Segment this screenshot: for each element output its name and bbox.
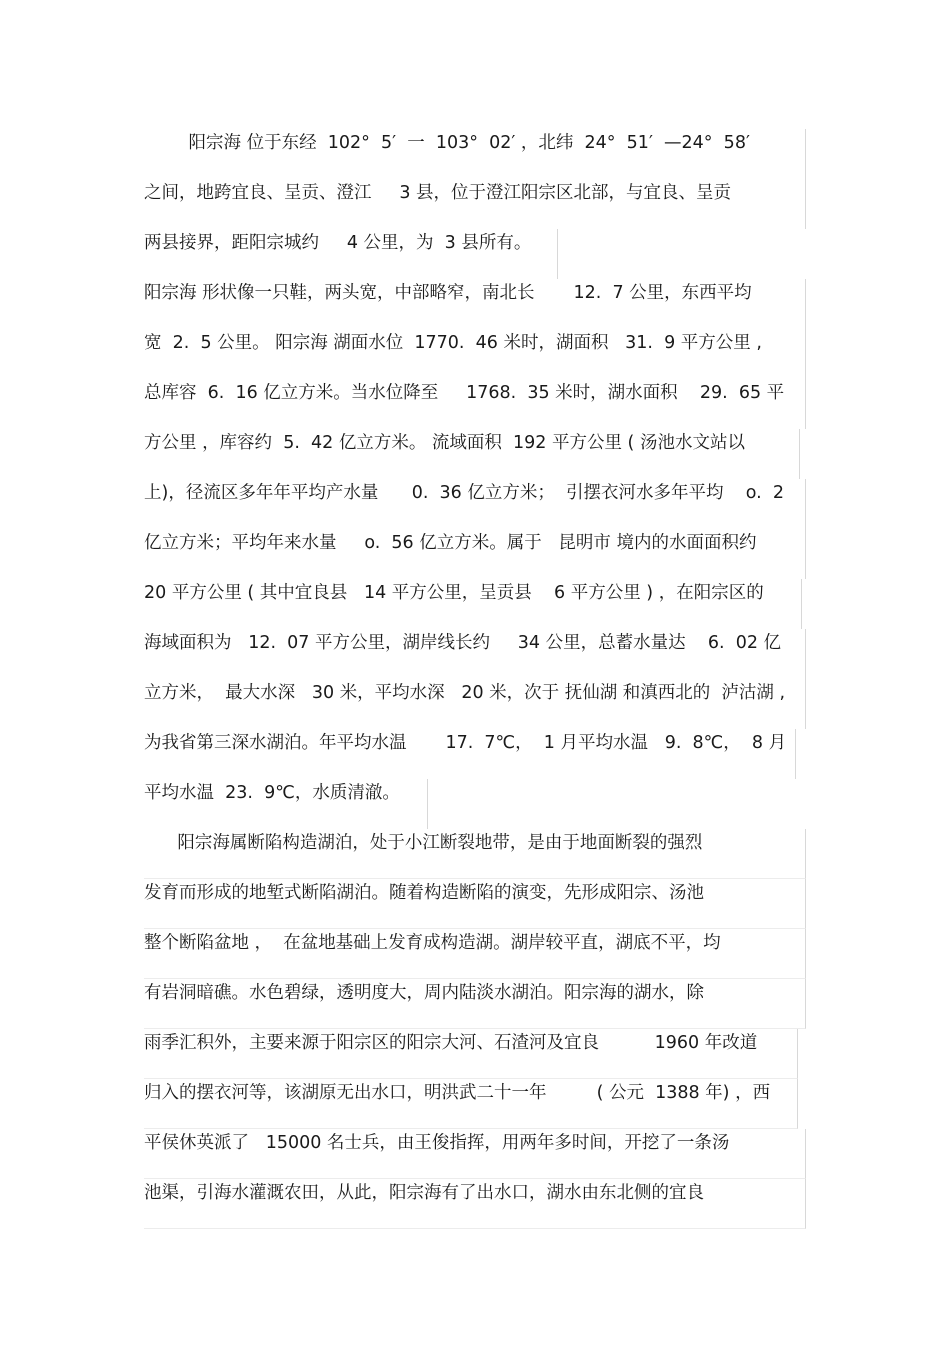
text-line-19: 雨季汇积外，主要来源于阳宗区的阳宗大河、石渣河及宜良 1960 年改道 xyxy=(144,1029,798,1079)
text-line-12: 立方米， 最大水深 30 米，平均水深 20 米，次于 抚仙湖 和滇西北的 泸沽湖 , xyxy=(144,679,806,729)
text-line-17: 整个断陷盆地 ， 在盆地基础上发育成构造湖。湖岸较平直，湖底不平，均 xyxy=(144,929,806,979)
text-line-13: 为我省第三深水湖泊。年平均水温 17. 7℃， 1 月平均水温 9. 8℃， 8 月 xyxy=(144,729,796,779)
text-line-3: 两县接界，距阳宗城约 4 公里，为 3 县所有。 xyxy=(144,229,558,279)
text-line-15: 阳宗海属断陷构造湖泊，处于小江断裂地带，是由于地面断裂的强烈 xyxy=(144,829,806,879)
text-line-5: 宽 2. 5 公里。 阳宗海 湖面水位 1770. 46 米时，湖面积 31. 9 平方公里 , xyxy=(144,329,806,379)
text-line-20: 归入的摆衣河等，该湖原无出水口，明洪武二十一年 ( 公元 1388 年) ，西 xyxy=(144,1079,798,1129)
text-line-18: 有岩洞暗礁。水色碧绿，透明度大，周内陆淡水湖泊。阳宗海的湖水，除 xyxy=(144,979,806,1029)
text-line-16: 发育而形成的地堑式断陷湖泊。随着构造断陷的演变，先形成阳宗、汤池 xyxy=(144,879,806,929)
text-line-14: 平均水温 23. 9℃，水质清澈。 xyxy=(144,779,428,829)
text-line-6: 总库容 6. 16 亿立方米。当水位降至 1768. 35 米时，湖水面积 29. 65 平 xyxy=(144,379,806,429)
text-line-4: 阳宗海 形状像一只鞋，两头宽，中部略窄，南北长 12. 7 公里，东西平均 xyxy=(144,279,806,329)
text-line-10: 20 平方公里 ( 其中宜良县 14 平方公里，呈贡县 6 平方公里 ) ，在阳宗区的 xyxy=(144,579,802,629)
text-line-7: 方公里 ，库容约 5. 42 亿立方米。 流域面积 192 平方公里 ( 汤池水文站以 xyxy=(144,429,800,479)
text-line-21: 平侯休英派了 15000 名士兵，由王俊指挥，用两年多时间，开挖了一条汤 xyxy=(144,1129,806,1179)
text-line-22: 池渠，引海水灌溉农田，从此，阳宗海有了出水口，湖水由东北侧的宜良 xyxy=(144,1179,806,1229)
text-line-9: 亿立方米；平均年来水量 o. 56 亿立方米。属于 昆明市 境内的水面面积约 xyxy=(144,529,806,579)
text-line-1: 阳宗海 位于东经 102° 5′ 一 103° 02′ ，北纬 24° 51′ —24° 58′ xyxy=(144,129,806,179)
text-line-11: 海域面积为 12. 07 平方公里，湖岸线长约 34 公里，总蓄水量达 6. 02 亿 xyxy=(144,629,806,679)
text-line-8: 上)，径流区多年年平均产水量 0. 36 亿立方米； 引摆衣河水多年平均 o. 2 xyxy=(144,479,806,529)
text-line-2: 之间，地跨宜良、呈贡、澄江 3 县，位于澄江阳宗区北部，与宜良、呈贡 xyxy=(144,179,806,229)
